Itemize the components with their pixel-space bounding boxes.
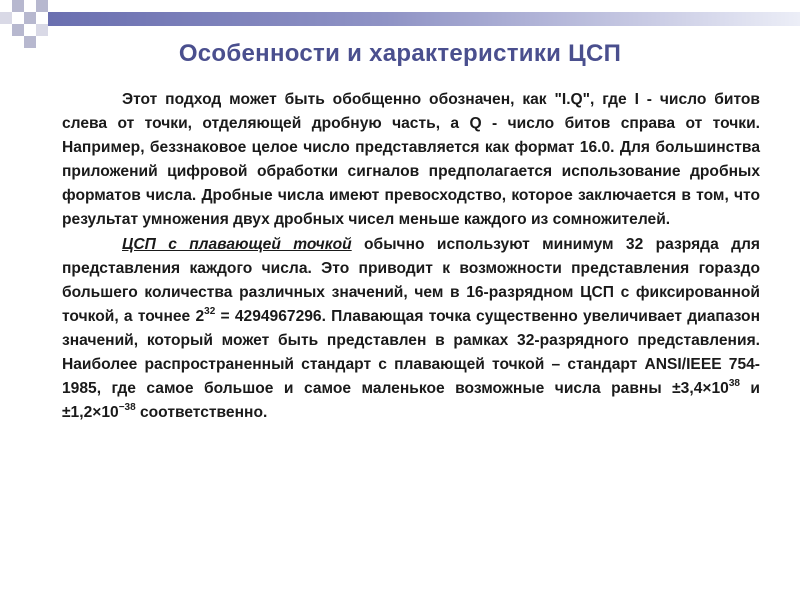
exponent: 38 [728,378,740,390]
decor-square [0,12,12,24]
decor-square [12,24,24,36]
paragraph-fixed-point: Этот подход может быть обобщенно обозначен, как "I.Q", где I - число битов слева от точки, отделяющей дробную часть, а Q - число битов справа от точки. Например, беззнаковое целое число представляется как формат 16.0. Для большинства приложений цифровой обработки сигналов предполагается использование дробных форматов числа. Дробные числа имеют превосходство, которое заключается в том, что результат умножения двух дробных чисел меньше каждого из сомножителей. [62,91,760,229]
slide-title: Особенности и характеристики ЦСП [178,40,622,67]
decor-square [36,24,48,36]
header-gradient-band [48,12,800,26]
text-segment: соответственно. [135,404,268,422]
paragraph-floating-point [62,233,760,426]
text-segment: и ±1,2×10 [62,380,761,422]
exponent: 32 [204,305,216,317]
emphasis-floating-point-dsp: ЦСП с плавающей точкой [122,235,352,253]
text-segment: = 4294967296. Плавающая точка существенно увеличивает диапазон значений, который может быть представлен в рамках 32-разрядного представления. Наиболее распространенный стандарт с плавающей точкой – стандарт ANSI/IEEE 754-1985, где самое большое и самое маленькое возможные числа равны ±3,4×10 [62,307,760,398]
text-segment: обычно используют минимум 32 разряда для представления каждого числа. Это приводит к возможности представления гораздо большего количества различных значений, чем в 16-разрядном ЦСП с фиксированной точкой, а точнее 2 [62,235,760,325]
exponent: −38 [118,402,136,414]
decor-square [24,12,36,24]
decor-square [36,0,48,12]
decor-square [12,0,24,12]
slide-body [62,88,760,425]
